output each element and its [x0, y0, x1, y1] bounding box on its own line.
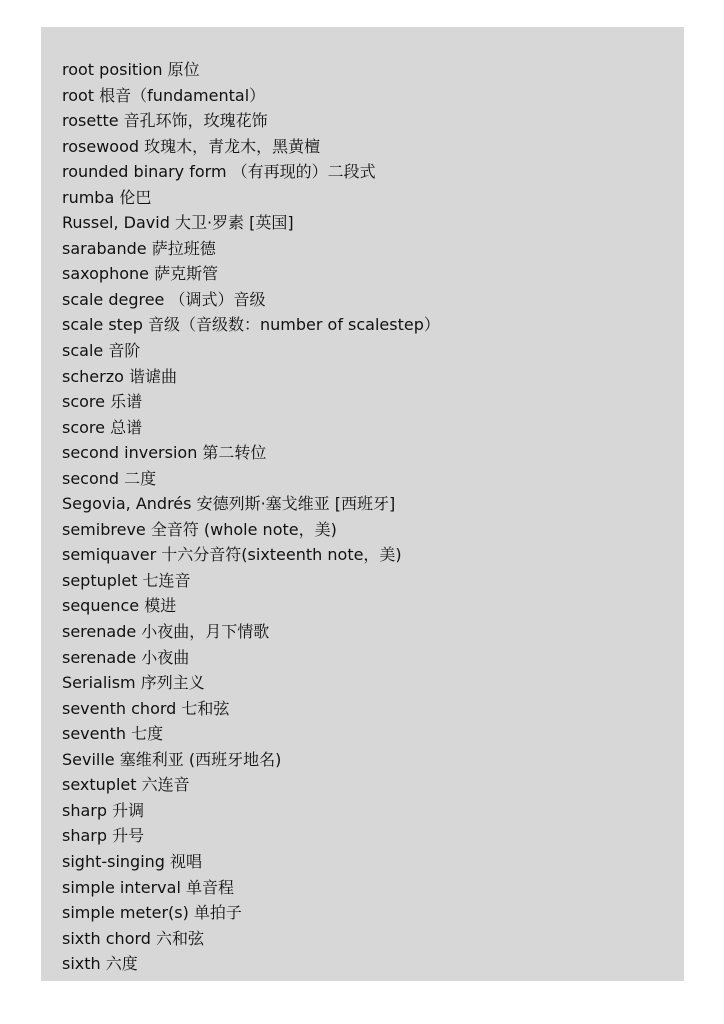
glossary-entry: sarabande 萨拉班德: [62, 238, 216, 258]
document-page: [41, 27, 684, 981]
glossary-entry: rumba 伦巴: [62, 187, 152, 207]
glossary-entry: sixth 六度: [62, 954, 138, 974]
glossary-entry: score 乐谱: [62, 392, 143, 412]
glossary-entry: Russel, David 大卫·罗素 [英国]: [62, 213, 294, 233]
glossary-entry: rosewood 玫瑰木，青龙木，黑黄檀: [62, 136, 321, 156]
glossary-entry: simple interval 单音程: [62, 877, 234, 897]
glossary-entry: rosette 音孔环饰，玫瑰花饰: [62, 111, 268, 131]
glossary-entry: Segovia, Andrés 安德列斯·塞戈维亚 [西班牙]: [62, 494, 396, 514]
glossary-entry: rounded binary form （有再现的）二段式: [62, 162, 376, 182]
glossary-entry: septuplet 七连音: [62, 570, 191, 590]
glossary-entry: scherzo 谐谑曲: [62, 366, 177, 386]
glossary-entry: sextuplet 六连音: [62, 775, 190, 795]
glossary-entry: sharp 升号: [62, 826, 145, 846]
glossary-entry: serenade 小夜曲，月下情歌: [62, 622, 270, 642]
glossary-entry: Seville 塞维利亚 (西班牙地名): [62, 749, 282, 769]
glossary-entry: sight-singing 视唱: [62, 851, 203, 871]
glossary-list: [62, 57, 440, 977]
glossary-entry: serenade 小夜曲: [62, 647, 190, 667]
glossary-entry: seventh chord 七和弦: [62, 698, 230, 718]
glossary-entry: scale step 音级（音级数：number of scalestep）: [62, 315, 440, 335]
glossary-entry: simple meter(s) 单拍子: [62, 903, 242, 923]
glossary-entry: saxophone 萨克斯管: [62, 264, 219, 284]
glossary-entry: root 根音（fundamental）: [62, 85, 266, 105]
glossary-entry: second inversion 第二转位: [62, 443, 267, 463]
glossary-entry: seventh 七度: [62, 724, 164, 744]
glossary-entry: Serialism 序列主义: [62, 673, 205, 693]
glossary-entry: second 二度: [62, 468, 157, 488]
glossary-entry: root position 原位: [62, 60, 200, 79]
glossary-entry: sixth chord 六和弦: [62, 928, 205, 948]
glossary-entry: semiquaver 十六分音符(sixteenth note，美): [62, 545, 402, 565]
glossary-entry: scale degree （调式）音级: [62, 289, 266, 309]
glossary-entry: semibreve 全音符 (whole note，美): [62, 519, 337, 539]
glossary-entry: score 总谱: [62, 417, 143, 437]
glossary-entry: sharp 升调: [62, 800, 145, 820]
glossary-entry: sequence 模进: [62, 596, 177, 616]
glossary-entry: scale 音阶: [62, 341, 141, 361]
